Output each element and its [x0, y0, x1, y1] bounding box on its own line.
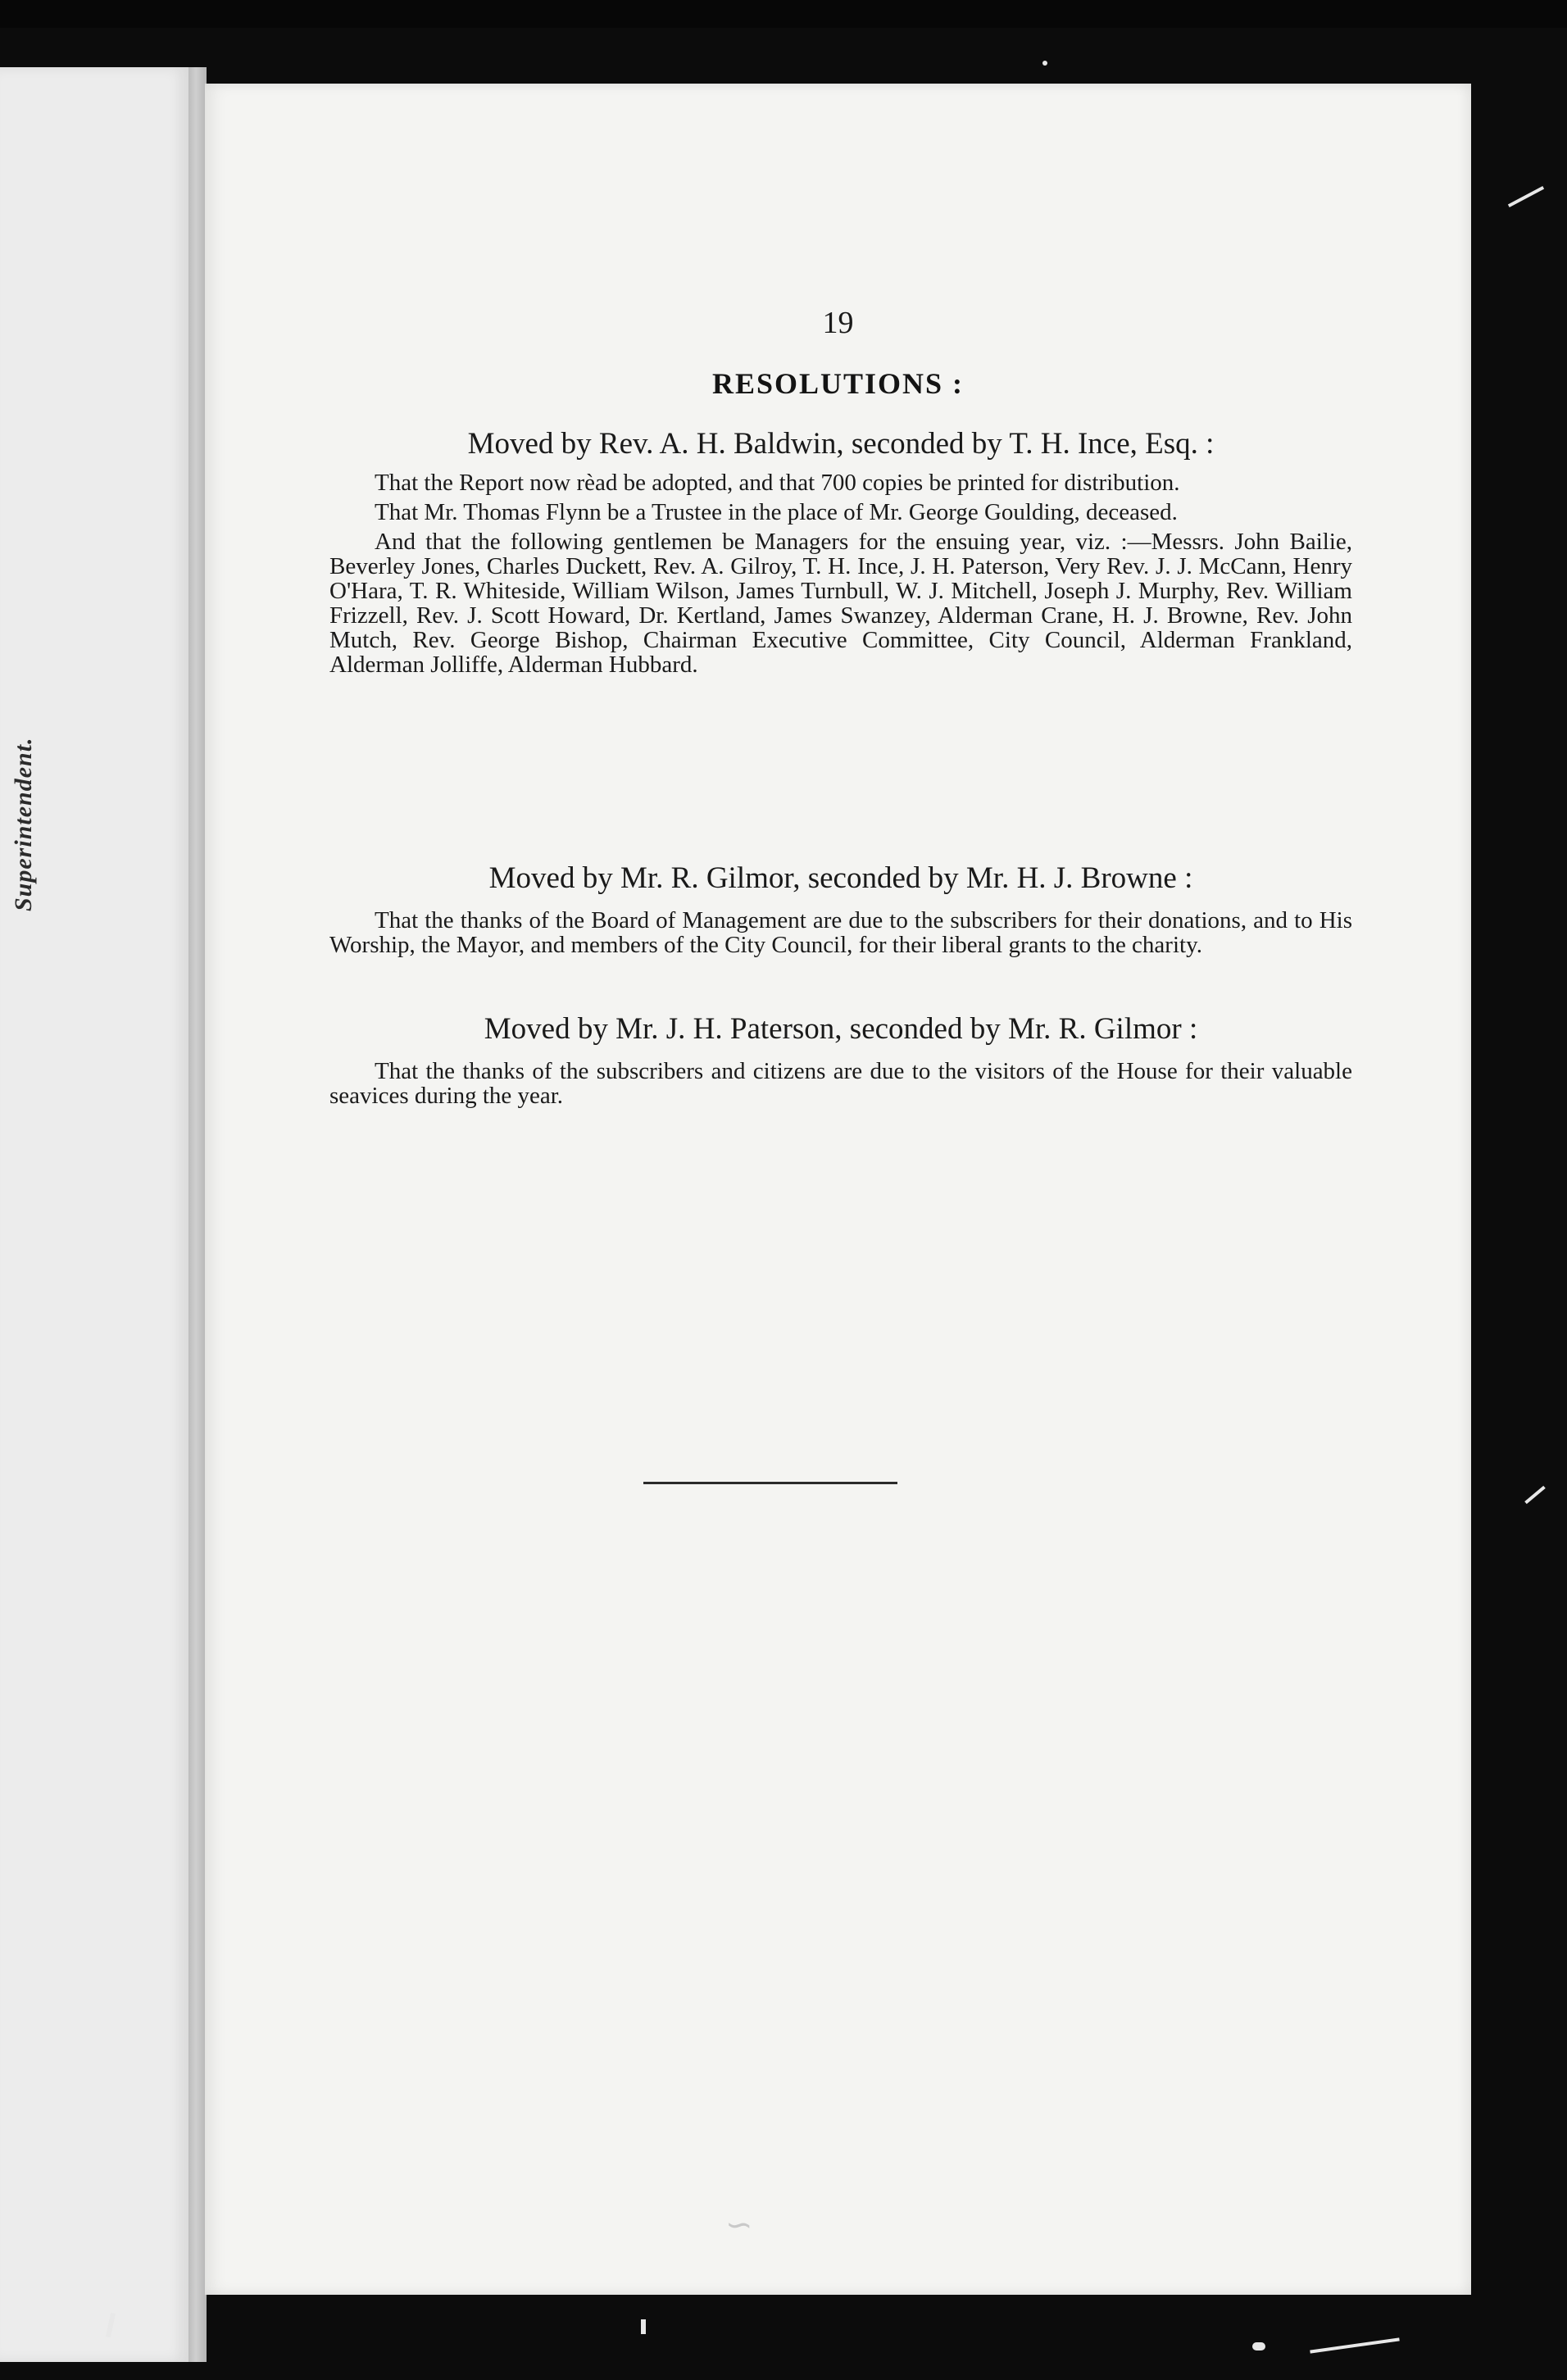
resolution-paragraph: That Mr. Thomas Flynn be a Trustee in the place of Mr. George Goulding, deceased.: [375, 499, 1178, 525]
closing-rule: [643, 1482, 897, 1484]
resolution-2: [329, 861, 1352, 957]
resolution-3: [329, 1011, 1352, 1108]
page-gutter: [188, 67, 207, 2362]
resolution-1: [329, 426, 1352, 677]
film-border-top: [0, 0, 1567, 28]
paper-stain: ∽: [725, 2206, 753, 2244]
resolution-paragraph: That the thanks of the Board of Management are due to the subscribers for their donations, and to His Worship, the Mayor, and members of the City Council, for their liberal grants to the charity.: [329, 907, 1352, 958]
film-speck: [1042, 61, 1047, 66]
resolution-paragraph: That the Report now rèad be adopted, and that 700 copies be printed for distribution.: [375, 470, 1180, 496]
motion-line: Moved by Mr. R. Gilmor, seconded by Mr. H. J. Browne :: [488, 861, 1193, 895]
resolution-paragraph: And that the following gentlemen be Managers for the ensuing year, viz. :—Messrs. John Bailie, Beverley Jones, Charles Duckett, Rev. A. Gilroy, T. H. Ince, J. H. Paterson, Very Rev. J. J. McCann, Henry O'Hara, T. R. Whiteside, William Wilson, James Turnbull, W. J. Mitchell, Joseph J. Murphy, Rev. William Frizzell, Rev. J. Scott Howard, Dr. Kertland, James Swanzey, Alderman Crane, H. J. Browne, Rev. John Mutch, Rev. George Bishop, Chairman Executive Committee, City Council, Alderman Frankland, Alderman Jolliffe, Alderman Hubbard.: [329, 529, 1352, 678]
film-speck: [641, 2319, 646, 2334]
resolution-paragraph: That the thanks of the subscribers and citizens are due to the visitors of the House for their valuable seavices during the year.: [329, 1058, 1352, 1109]
film-scratch: [1508, 186, 1544, 207]
section-heading: RESOLUTIONS :: [711, 367, 965, 400]
motion-line: Moved by Rev. A. H. Baldwin, seconded by T. H. Ince, Esq. :: [467, 427, 1215, 461]
document-page: [205, 84, 1471, 2295]
film-scratch: [1310, 2337, 1399, 2353]
left-page-fragment: [0, 67, 193, 2362]
film-scratch: [1524, 1486, 1546, 1504]
left-margin-text: Superintendent.: [10, 737, 37, 911]
motion-line: Moved by Mr. J. H. Paterson, seconded by Mr. R. Gilmor :: [484, 1012, 1198, 1046]
film-speck: [1252, 2342, 1265, 2350]
page-number: 19: [822, 306, 854, 340]
